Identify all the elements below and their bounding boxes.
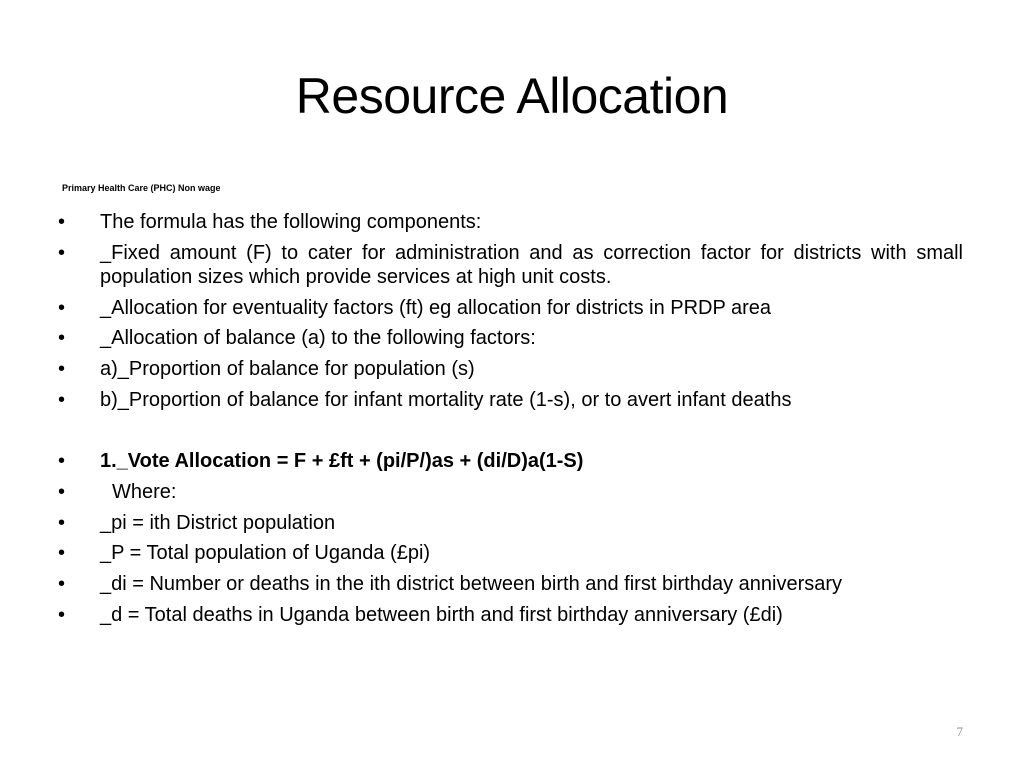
bullet-text: a)_Proportion of balance for population (s) <box>100 358 475 381</box>
bullet-icon: • <box>58 327 66 350</box>
bullet-item <box>58 388 963 412</box>
bullet-text: The formula has the following components: <box>100 211 482 233</box>
bullet-icon: • <box>58 511 66 534</box>
bullet-item <box>58 511 963 535</box>
bullet-icon: • <box>58 480 66 503</box>
bullet-icon: • <box>58 603 66 626</box>
bullet-text: b)_Proportion of balance for infant mortality rate (1-s), or to avert infant deaths <box>100 388 792 411</box>
bullet-item <box>58 603 963 627</box>
bullet-list <box>58 210 963 634</box>
bullet-text: _Allocation of balance (a) to the following factors: <box>100 327 536 350</box>
bullet-text: _Allocation for eventuality factors (ft) eg allocation for districts in PRDP area <box>100 296 772 319</box>
bullet-text: _di = Number or deaths in the ith district between birth and first birthday anniversary <box>100 573 843 596</box>
bullet-icon: • <box>58 241 66 264</box>
page-number: 7 <box>956 724 963 739</box>
bullet-item <box>58 572 963 596</box>
bullet-item <box>58 480 963 504</box>
bullet-icon: • <box>58 296 66 319</box>
bullet-icon: • <box>58 573 66 596</box>
bullet-item <box>58 541 963 565</box>
bullet-item <box>58 210 963 234</box>
bullet-text: _pi = ith District population <box>100 511 336 534</box>
bullet-icon: • <box>58 542 66 565</box>
bullet-item-formula <box>58 449 963 473</box>
bullet-item <box>58 326 963 350</box>
bullet-text: _d = Total deaths in Uganda between birth and first birthday anniversary (£di) <box>100 603 783 626</box>
bullet-icon: • <box>58 388 66 411</box>
formula-text: 1._Vote Allocation = F + £ft + (pi/P/)as + (di/D)a(1-S) <box>100 449 584 472</box>
bullet-icon: • <box>58 449 66 472</box>
bullet-icon: • <box>58 358 66 381</box>
bullet-item <box>58 357 963 381</box>
slide-subtitle: Primary Health Care (PHC) Non wage <box>62 183 221 193</box>
bullet-item <box>58 241 963 289</box>
bullet-icon: • <box>58 211 66 233</box>
bullet-text: Where: <box>112 480 177 503</box>
bullet-item <box>58 296 963 320</box>
slide-title: Resource Allocation <box>295 68 729 124</box>
bullet-text: _Fixed amount (F) to cater for administration and as correction factor for districts with small population sizes which provide services at high unit costs. <box>100 241 963 288</box>
bullet-text: _P = Total population of Uganda (£pi) <box>100 542 431 565</box>
